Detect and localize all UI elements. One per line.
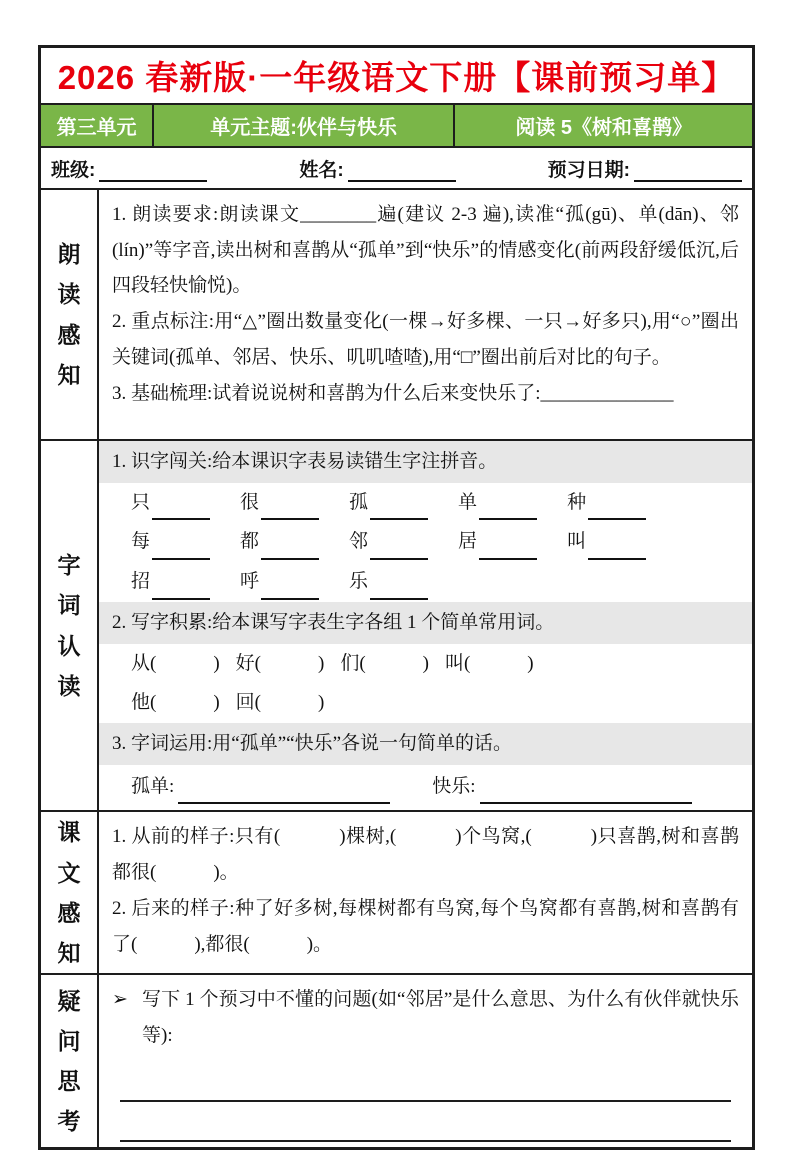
- char: 每: [131, 531, 151, 553]
- section-reading: [41, 190, 752, 441]
- unit-bar: [41, 105, 752, 148]
- pinyin-blank: [152, 499, 210, 521]
- word-blank-unit: 回( ): [235, 692, 325, 714]
- pinyin-blank: [588, 538, 646, 560]
- pinyin-blank: [588, 499, 646, 521]
- pinyin-blank: [479, 538, 537, 560]
- word-blank-unit: 从( ): [131, 652, 220, 674]
- char: 邻: [349, 531, 369, 553]
- section-words: [41, 441, 752, 812]
- pinyin-blank: [479, 499, 537, 521]
- word-blank-unit: 们( ): [340, 652, 429, 674]
- reading-item: 1. 朗读要求:朗读课文________遍(建议 2-3 遍),读准“孤(gū)、单(dān)、邻(lín)”等字音,读出树和喜鹊从“孤单”到“快乐”的情感变化(前两段舒缓低沉,后四段轻快愉悦)。: [112, 204, 739, 297]
- info-row: [41, 148, 752, 190]
- pinyin-blank: [261, 499, 319, 521]
- char: 种: [567, 491, 587, 513]
- date-group: [548, 155, 742, 182]
- answer-line: [120, 1140, 731, 1142]
- reading-item: 3. 基础梳理:试着说说树和喜鹊为什么后来变快乐了:______________: [112, 382, 674, 404]
- word-row: [99, 644, 752, 684]
- happy-blank: [480, 783, 692, 805]
- class-blank: [99, 160, 207, 182]
- char: 居: [458, 531, 478, 553]
- reading-item: 2. 重点标注:用“△”圈出数量变化(一棵→好多棵、一只→好多只),用“○”圈出关键词(孤单、邻居、快乐、叽叽喳喳),用“□”圈出前后对比的句子。: [112, 311, 739, 368]
- pinyin-blank: [370, 499, 428, 521]
- date-blank: [634, 160, 742, 182]
- text-item: 2. 后来的样子:种了好多树,每棵树都有鸟窝,每个鸟窝都有喜鹊,树和喜鹊有了( ),都很( )。: [112, 897, 739, 955]
- word-blank-unit: 叫( ): [444, 652, 534, 674]
- section-question: [41, 975, 752, 1146]
- theme-label: 单元主题:伙伴与快乐: [210, 117, 397, 139]
- sentence-line: [99, 765, 752, 811]
- unit-label: 第三单元: [56, 117, 137, 139]
- section-question-label: 疑问思考: [41, 975, 99, 1146]
- date-label: 预习日期:: [547, 159, 630, 181]
- char: 只: [131, 491, 151, 513]
- lesson-cell: [453, 105, 752, 146]
- pinyin-blank: [152, 578, 210, 600]
- word-blank-unit: 他( ): [131, 692, 220, 714]
- question-prompt-text: 写下 1 个预习中不懂的问题(如“邻居”是什么意思、为什么有伙伴就快乐等):: [142, 989, 739, 1047]
- section-text-label: 课文感知: [41, 812, 99, 973]
- lonely-blank: [178, 783, 390, 805]
- page-title: 2026 春新版·一年级语文下册【课前预习单】: [57, 59, 736, 96]
- worksheet: [38, 45, 755, 1150]
- pinyin-blank: [152, 538, 210, 560]
- class-label: 班级:: [51, 159, 96, 181]
- pinyin-blank: [261, 538, 319, 560]
- pinyin-row: [99, 483, 752, 523]
- theme-cell: [152, 105, 453, 146]
- class-group: [51, 155, 207, 182]
- section-words-content: [99, 441, 752, 810]
- section-reading-content: [99, 190, 752, 439]
- char: 都: [240, 531, 260, 553]
- pinyin-blank: [261, 578, 319, 600]
- answer-line: [120, 1100, 731, 1102]
- char: 单: [458, 491, 478, 513]
- word-row: [99, 683, 752, 723]
- text-item: 1. 从前的样子:只有( )棵树,( )个鸟窝,( )只喜鹊,树和喜鹊都很( )。: [112, 826, 739, 884]
- name-label: 姓名:: [299, 159, 344, 181]
- char: 呼: [240, 571, 260, 593]
- pinyin-blank: [370, 538, 428, 560]
- happy-label: 快乐:: [432, 775, 476, 797]
- char: 招: [131, 571, 151, 593]
- question-prompt: [112, 982, 739, 1053]
- lonely-label: 孤单:: [131, 775, 175, 797]
- section-reading-label: 朗读感知: [41, 190, 99, 439]
- unit-cell: [41, 105, 152, 146]
- section-words-label: 字词认读: [41, 441, 99, 810]
- words-task1-heading: 1. 识字闯关:给本课识字表易读错生字注拼音。: [99, 441, 752, 483]
- section-question-content: [99, 975, 752, 1146]
- section-text: [41, 812, 752, 975]
- title-row: [41, 48, 752, 105]
- name-blank: [348, 160, 456, 182]
- pinyin-blank: [370, 578, 428, 600]
- arrow-bullet-icon: ➢: [112, 989, 128, 1011]
- pinyin-row: [99, 522, 752, 562]
- name-group: [299, 155, 455, 182]
- char: 孤: [349, 491, 369, 513]
- word-blank-unit: 好( ): [235, 652, 325, 674]
- words-task2-heading: 2. 写字积累:给本课写字表生字各组 1 个简单常用词。: [99, 602, 752, 644]
- char: 很: [240, 491, 260, 513]
- lesson-label: 阅读 5《树和喜鹊》: [515, 117, 692, 139]
- section-text-content: [99, 812, 752, 973]
- char: 乐: [349, 571, 369, 593]
- char: 叫: [567, 531, 587, 553]
- words-task3-heading: 3. 字词运用:用“孤单”“快乐”各说一句简单的话。: [99, 723, 752, 765]
- pinyin-row: [99, 562, 752, 602]
